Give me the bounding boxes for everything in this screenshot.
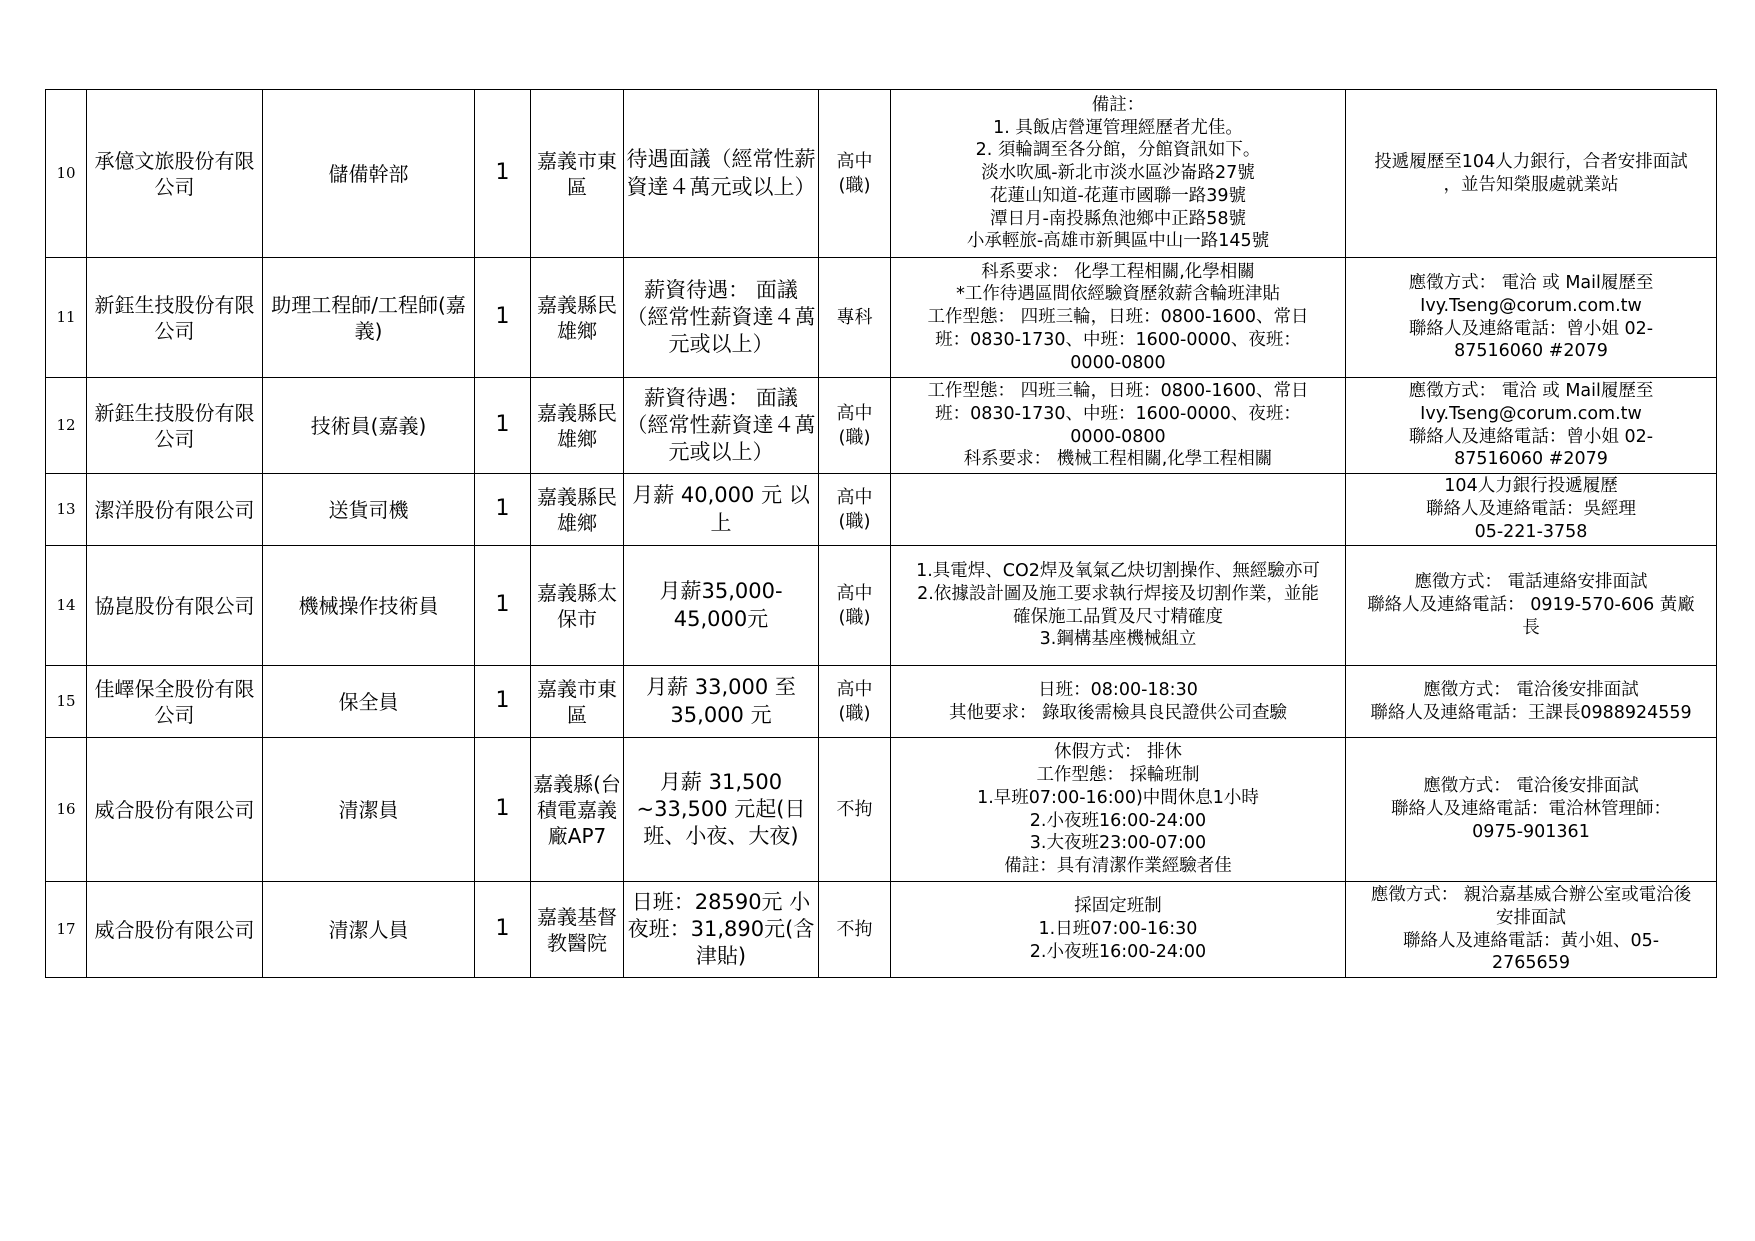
openings-count: 1 bbox=[475, 666, 531, 738]
row-number: 14 bbox=[46, 546, 87, 666]
apply-line: 應徵方式： 電話連絡安排面試 bbox=[1414, 572, 1648, 593]
application-method bbox=[1346, 258, 1717, 378]
table-row bbox=[46, 90, 1717, 258]
notes-line: 小承輕旅-高雄市新興區中山一路145號 bbox=[966, 231, 1270, 252]
job-title: 機械操作技術員 bbox=[263, 546, 475, 666]
company-name: 新鈺生技股份有限公司 bbox=[87, 258, 263, 378]
apply-line: 聯絡人及連絡電話：曾小姐 02- bbox=[1408, 426, 1654, 447]
education-requirement: 高中(職) bbox=[819, 546, 891, 666]
apply-line: 87516060 #2079 bbox=[1454, 341, 1608, 362]
education-requirement: 高中(職) bbox=[819, 90, 891, 258]
apply-line: 87516060 #2079 bbox=[1454, 449, 1608, 470]
company-name: 威合股份有限公司 bbox=[87, 882, 263, 978]
education-requirement: 不拘 bbox=[819, 882, 891, 978]
education-requirement: 高中(職) bbox=[819, 666, 891, 738]
openings-count: 1 bbox=[475, 546, 531, 666]
openings-count: 1 bbox=[475, 738, 531, 882]
job-title: 送貨司機 bbox=[263, 474, 475, 546]
row-number: 16 bbox=[46, 738, 87, 882]
notes-line: 2. 須輪調至各分館，分館資訊如下。 bbox=[975, 140, 1261, 161]
job-notes bbox=[891, 378, 1346, 474]
work-location: 嘉義縣民雄鄉 bbox=[531, 474, 624, 546]
apply-line: 安排面試 bbox=[1496, 907, 1566, 928]
notes-line: 1.具電焊、CO2焊及氧氣乙炔切割操作、無經驗亦可 bbox=[916, 561, 1320, 581]
application-method bbox=[1346, 882, 1717, 978]
notes-line: 0000-0800 bbox=[1070, 352, 1166, 373]
notes-line: 3.大夜班23:00-07:00 bbox=[1029, 833, 1207, 854]
salary-info: 月薪 33,000 至 35,000 元 bbox=[624, 666, 819, 738]
row-number: 17 bbox=[46, 882, 87, 978]
notes-line: 備註：具有清潔作業經驗者佳 bbox=[1004, 856, 1232, 876]
job-title: 清潔員 bbox=[263, 738, 475, 882]
notes-line: 確保施工品質及尺寸精確度 bbox=[1013, 606, 1223, 627]
application-method bbox=[1346, 378, 1717, 474]
salary-info: 月薪35,000-45,000元 bbox=[624, 546, 819, 666]
apply-line: 聯絡人及連絡電話：黃小姐、05- bbox=[1402, 930, 1660, 951]
work-location: 嘉義基督教醫院 bbox=[531, 882, 624, 978]
apply-line: Ivy.Tseng@corum.com.tw bbox=[1420, 295, 1642, 316]
notes-line: 採固定班制 bbox=[1074, 896, 1162, 917]
company-name: 承億文旅股份有限公司 bbox=[87, 90, 263, 258]
notes-line: 2.小夜班16:00-24:00 bbox=[1029, 941, 1207, 962]
apply-line: 0975-901361 bbox=[1472, 821, 1590, 842]
notes-line: 日班：08:00-18:30 bbox=[1038, 679, 1198, 700]
apply-line: 長 bbox=[1522, 617, 1540, 638]
job-notes bbox=[891, 258, 1346, 378]
apply-line: ，並告知榮服處就業站 bbox=[1443, 174, 1619, 195]
notes-line: 1. 具飯店營運管理經歷者尤佳。 bbox=[993, 117, 1243, 138]
work-location: 嘉義市東區 bbox=[531, 90, 624, 258]
education-requirement: 高中(職) bbox=[819, 474, 891, 546]
table-row bbox=[46, 474, 1717, 546]
notes-line: 科系要求： 化學工程相關,化學相關 bbox=[981, 261, 1255, 282]
row-number: 15 bbox=[46, 666, 87, 738]
table-row bbox=[46, 258, 1717, 378]
company-name: 協崑股份有限公司 bbox=[87, 546, 263, 666]
notes-line: 工作型態： 四班三輪，日班：0800-1600、常日 bbox=[927, 381, 1309, 401]
job-title: 保全員 bbox=[263, 666, 475, 738]
application-method bbox=[1346, 474, 1717, 546]
company-name: 新鈺生技股份有限公司 bbox=[87, 378, 263, 474]
apply-line: 應徵方式： 電洽 或 Mail履歷至 bbox=[1408, 273, 1654, 293]
notes-line: *工作待遇區間依經驗資歷敘薪含輪班津貼 bbox=[956, 284, 1280, 305]
notes-line: 0000-0800 bbox=[1070, 426, 1166, 447]
openings-count: 1 bbox=[475, 474, 531, 546]
salary-info: 月薪 31,500 ~33,500 元起(日班、小夜、大夜) bbox=[624, 738, 819, 882]
salary-info: 月薪 40,000 元 以上 bbox=[624, 474, 819, 546]
job-title: 清潔人員 bbox=[263, 882, 475, 978]
row-number: 13 bbox=[46, 474, 87, 546]
apply-line: 應徵方式： 親洽嘉基威合辦公室或電洽後 bbox=[1370, 885, 1692, 905]
table-row bbox=[46, 378, 1717, 474]
job-title: 儲備幹部 bbox=[263, 90, 475, 258]
education-requirement: 不拘 bbox=[819, 738, 891, 882]
notes-line: 1.早班07:00-16:00)中間休息1小時 bbox=[977, 787, 1259, 808]
notes-line: 休假方式： 排休 bbox=[1053, 742, 1183, 763]
job-title: 助理工程師/工程師(嘉義) bbox=[263, 258, 475, 378]
notes-line: 3.鋼構基座機械組立 bbox=[1039, 629, 1197, 650]
openings-count: 1 bbox=[475, 882, 531, 978]
apply-line: 投遞履歷至104人力銀行，合者安排面試 bbox=[1374, 151, 1688, 172]
job-title: 技術員(嘉義) bbox=[263, 378, 475, 474]
row-number: 11 bbox=[46, 258, 87, 378]
job-notes bbox=[891, 474, 1346, 546]
apply-line: 聯絡人及連絡電話：電洽林管理師： bbox=[1391, 799, 1671, 820]
job-notes bbox=[891, 882, 1346, 978]
notes-line: 工作型態： 採輪班制 bbox=[1036, 765, 1200, 785]
apply-line: 聯絡人及連絡電話：曾小姐 02- bbox=[1408, 318, 1654, 339]
education-requirement: 專科 bbox=[819, 258, 891, 378]
table-row bbox=[46, 546, 1717, 666]
apply-line: 應徵方式： 電洽 或 Mail履歷至 bbox=[1408, 381, 1654, 401]
row-number: 10 bbox=[46, 90, 87, 258]
table-row bbox=[46, 666, 1717, 738]
apply-line: Ivy.Tseng@corum.com.tw bbox=[1420, 403, 1642, 424]
openings-count: 1 bbox=[475, 258, 531, 378]
job-notes bbox=[891, 90, 1346, 258]
application-method bbox=[1346, 666, 1717, 738]
notes-line: 班：0830-1730、中班：1600-0000、夜班： bbox=[935, 403, 1301, 424]
notes-line: 淡水吹風-新北市淡水區沙崙路27號 bbox=[981, 163, 1255, 184]
notes-line: 其他要求： 錄取後需檢具良民證供公司查驗 bbox=[948, 702, 1288, 723]
work-location: 嘉義縣民雄鄉 bbox=[531, 258, 624, 378]
table-row bbox=[46, 738, 1717, 882]
application-method bbox=[1346, 738, 1717, 882]
row-number: 12 bbox=[46, 378, 87, 474]
application-method bbox=[1346, 546, 1717, 666]
notes-line: 潭日月-南投縣魚池鄉中正路58號 bbox=[989, 208, 1247, 229]
work-location: 嘉義市東區 bbox=[531, 666, 624, 738]
application-method bbox=[1346, 90, 1717, 258]
work-location: 嘉義縣民雄鄉 bbox=[531, 378, 624, 474]
openings-count: 1 bbox=[475, 90, 531, 258]
company-name: 潔洋股份有限公司 bbox=[87, 474, 263, 546]
notes-line: 班：0830-1730、中班：1600-0000、夜班： bbox=[935, 329, 1301, 350]
apply-line: 應徵方式： 電洽後安排面試 bbox=[1423, 679, 1639, 700]
notes-line: 科系要求： 機械工程相關,化學工程相關 bbox=[963, 449, 1273, 470]
job-notes bbox=[891, 666, 1346, 738]
apply-line: 聯絡人及連絡電話：吳經理 bbox=[1426, 499, 1636, 520]
notes-line: 備註： bbox=[1091, 94, 1145, 115]
company-name: 佳嶧保全股份有限公司 bbox=[87, 666, 263, 738]
notes-line: 2.小夜班16:00-24:00 bbox=[1029, 810, 1207, 831]
apply-line: 104人力銀行投遞履歷 bbox=[1444, 476, 1618, 497]
job-notes bbox=[891, 738, 1346, 882]
salary-info: 待遇面議（經常性薪資達４萬元或以上） bbox=[624, 90, 819, 258]
work-location: 嘉義縣(台積電嘉義廠AP7 bbox=[531, 738, 624, 882]
work-location: 嘉義縣太保市 bbox=[531, 546, 624, 666]
apply-line: 05-221-3758 bbox=[1474, 521, 1588, 542]
notes-line: 1.日班07:00-16:30 bbox=[1038, 919, 1198, 940]
table-body bbox=[46, 90, 1717, 978]
salary-info: 日班：28590元 小夜班：31,890元(含津貼) bbox=[624, 882, 819, 978]
job-notes bbox=[891, 546, 1346, 666]
company-name: 威合股份有限公司 bbox=[87, 738, 263, 882]
apply-line: 聯絡人及連絡電話： 0919-570-606 黃廠 bbox=[1367, 595, 1695, 616]
job-listings-table bbox=[45, 89, 1717, 978]
notes-line: 工作型態： 四班三輪，日班：0800-1600、常日 bbox=[927, 307, 1309, 328]
table-row bbox=[46, 882, 1717, 978]
openings-count: 1 bbox=[475, 378, 531, 474]
apply-line: 2765659 bbox=[1492, 953, 1570, 974]
education-requirement: 高中(職) bbox=[819, 378, 891, 474]
salary-info: 薪資待遇： 面議（經常性薪資達４萬元或以上） bbox=[624, 378, 819, 474]
notes-line: 花蓮山知道-花蓮市國聯一路39號 bbox=[989, 185, 1247, 206]
notes-line: 2.依據設計圖及施工要求執行焊接及切割作業，並能 bbox=[917, 583, 1319, 604]
apply-line: 聯絡人及連絡電話：王課長0988924559 bbox=[1370, 702, 1692, 723]
salary-info: 薪資待遇： 面議（經常性薪資達４萬元或以上） bbox=[624, 258, 819, 378]
apply-line: 應徵方式： 電洽後安排面試 bbox=[1423, 776, 1639, 797]
